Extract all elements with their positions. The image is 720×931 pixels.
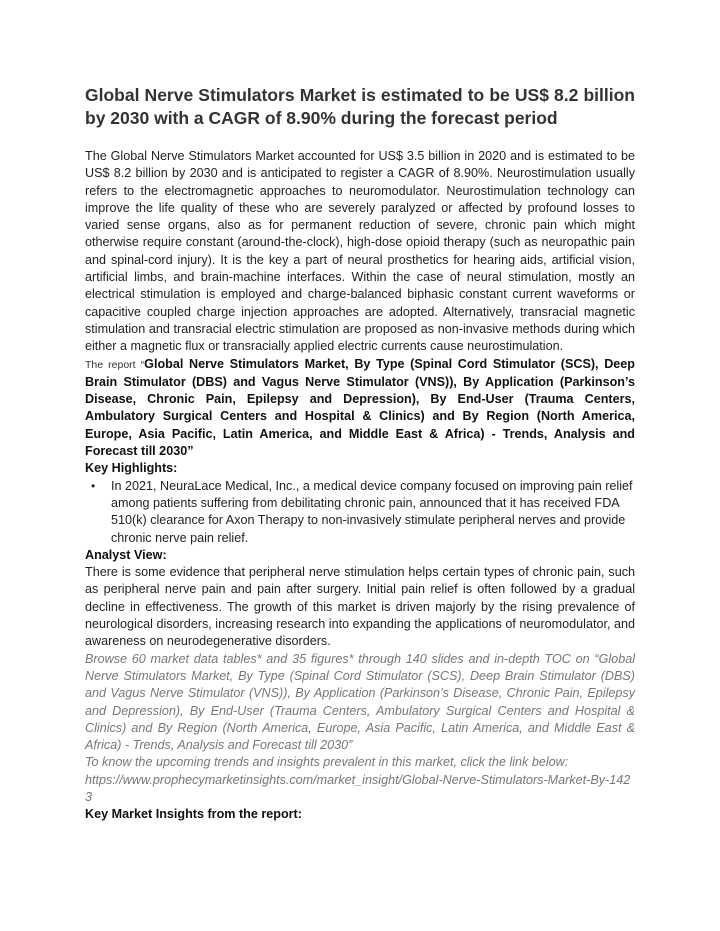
list-item bbox=[91, 478, 635, 547]
intro-section bbox=[85, 148, 635, 356]
key-highlights-heading: Key Highlights: bbox=[85, 461, 178, 476]
link-prompt: To know the upcoming trends and insights prevalent in this market, click the link below: bbox=[85, 755, 569, 770]
report-title: Global Nerve Stimulators Market, By Type (Spinal Cord Stimulator (SCS), Deep Brain Stimulator (DBS) and Vagus Nerve Stimulator (VNS)), By Application (Parkinson’s Disease, Chronic Pain, Epilepsy and Depression), By End-User (Trauma Centers, Ambulatory Surgical Centers and Hospital & Clinics) and By Region (North America, Europe, Asia Pacific, Latin America, and Middle East & Africa) - Trends, Analysis and Forecast till 2030” bbox=[85, 356, 635, 459]
browse-text: Browse 60 market data tables* and 35 figures* through 140 slides and in-depth TOC on “Global Nerve Stimulators Market, By Type (Spinal Cord Stimulator (SCS), Deep Brain Stimulator (DBS) and Vagus Nerve Stimulator (VNS)), By Application (Parkinson’s Disease, Chronic Pain, Epilepsy and Depression), By End-User (Trauma Centers, Ambulatory Surgical Centers and Hospital & Clinics) and By Region (North America, Europe, Asia Pacific, Latin America, and Middle East & Africa) - Trends, Analysis and Forecast till 2030” bbox=[85, 651, 635, 753]
key-highlights-list bbox=[85, 478, 635, 547]
analyst-view-heading: Analyst View: bbox=[85, 547, 167, 562]
document-title: Global Nerve Stimulators Market is estimated to be US$ 8.2 billion by 2030 with a CAGR of 8.90% during the forecast period bbox=[85, 85, 635, 128]
bullet-icon: • bbox=[91, 478, 96, 493]
analyst-view-text: There is some evidence that peripheral nerve stimulation helps certain types of chronic pain, such as peripheral nerve pain and pain after surgery. Initial pain relief is often followed by a gradual decline in effectiveness. The growth of this market is driven majorly by the rising prevalence of neurological disorders, increasing research into expanding the applications of neuromodulator, and awareness on neurodegenerative disorders. bbox=[85, 565, 635, 649]
report-description bbox=[85, 356, 635, 461]
report-link[interactable]: https://www.prophecymarketinsights.com/market_insight/Global-Nerve-Stimulators-Market-By-1423 bbox=[85, 772, 631, 804]
highlight-text: In 2021, NeuraLace Medical, Inc., a medical device company focused on improving pain relief among patients suffering from debilitating chronic pain, announced that it has received FDA 510(k) clearance for Axon Therapy to non-invasively stimulate peripheral nerves and provide chronic nerve pain relief. bbox=[111, 478, 633, 545]
key-insights-heading: Key Market Insights from the report: bbox=[85, 807, 302, 822]
intro-paragraph: The Global Nerve Stimulators Market accounted for US$ 3.5 billion in 2020 and is estimated to be US$ 8.2 billion by 2030 and is anticipated to register a CAGR of 8.90%. Neurostimulation usually refers to the electromagnetic approaches to neuromodulator. Neurostimulation technology can improve the life quality of these who are severely paralyzed or affected by profound losses to varied sense organs, also as for permanent reduction of severe, chronic pain which might otherwise require constant (around-the-clock), high-dose opioid therapy (such as neuropathic pain and spinal-cord injury). It is the key a part of neural prosthetics for hearing aids, artificial vision, artificial limbs, and brain-machine interfaces. Within the case of neural stimulation, mostly an electrical stimulation is employed and charge-balanced biphasic constant current waveforms or capacitive coupled charge injection approaches are adopted. Alternatively, transracial magnetic stimulation and transracial electric stimulation are proposed as non-invasive methods during which either a magnetic flux or transracially applied electric currents cause neurostimulation. bbox=[85, 149, 635, 354]
report-prefix: The report “ bbox=[85, 358, 145, 371]
